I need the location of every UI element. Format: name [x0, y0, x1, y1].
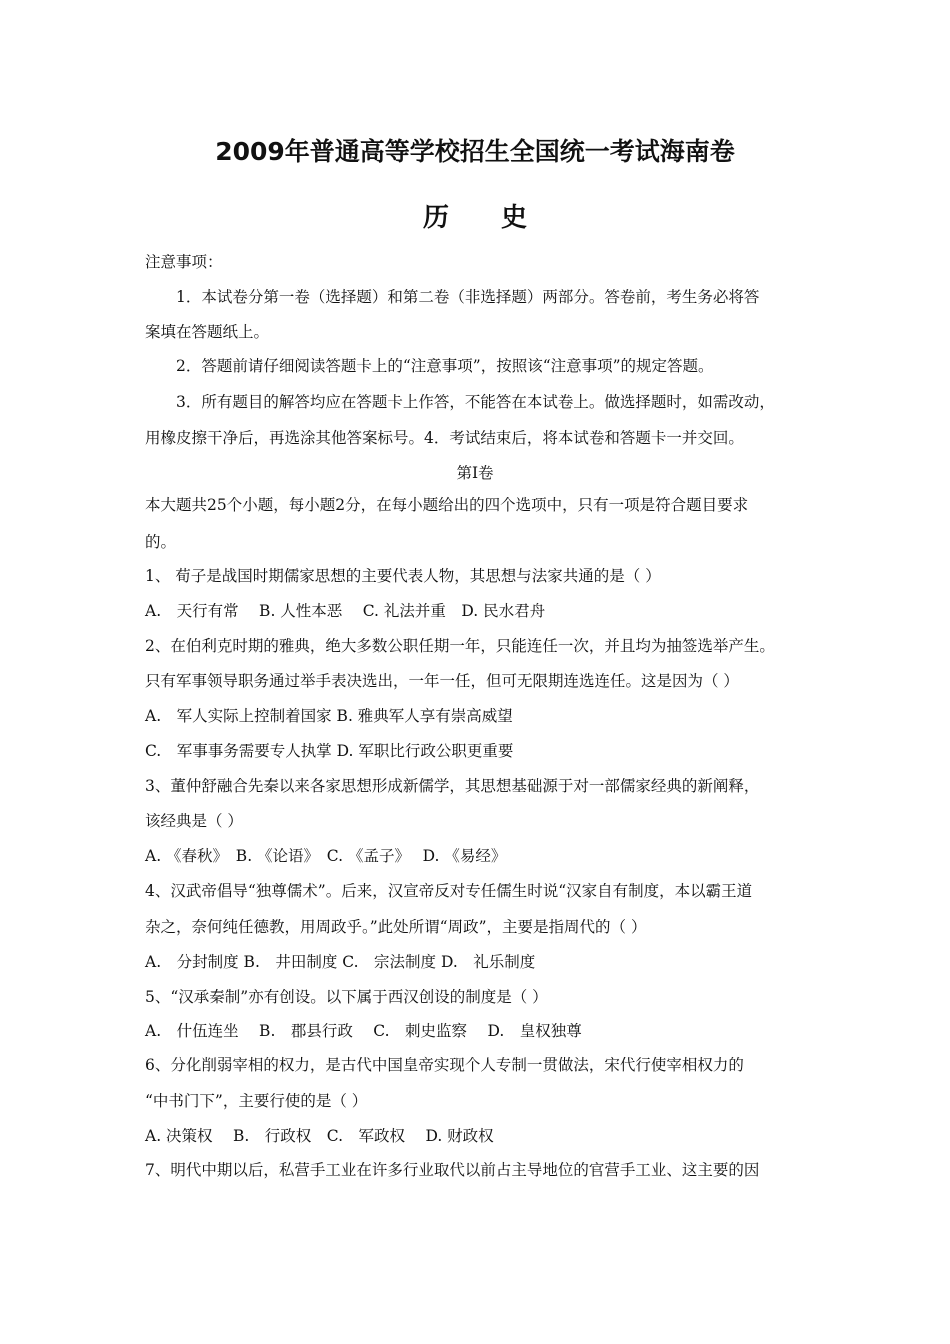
question-line: 7、明代中期以后，私营手工业在许多行业取代以前占主导地位的官营手工业、这主要的因	[145, 1161, 760, 1179]
question-line: 只有军事领导职务通过举手表决选出，一年一任，但可无限期连选连任。这是因为（ ）	[145, 672, 739, 690]
option-line: A. 决策权 B. 行政权 C. 军政权 D. 财政权	[145, 1127, 494, 1145]
notice-line: 案填在答题纸上。	[145, 323, 270, 341]
option-line: C. 军事事务需要专人执掌 D. 军职比行政公职更重要	[145, 742, 514, 760]
question-line: 5、“汉承秦制”亦有创设。以下属于西汉创设的制度是（ ）	[145, 988, 548, 1006]
question-line: 4、汉武帝倡导“独尊儒术”。后来，汉宣帝反对专任儒生时说“汉家自有制度，本以霸王道	[145, 882, 753, 900]
notice-line: 1．本试卷分第一卷（选择题）和第二卷（非选择题）两部分。答卷前，考生务必将答	[176, 288, 760, 306]
notice-line: 2．答题前请仔细阅读答题卡上的“注意事项”，按照该“注意事项”的规定答题。	[176, 357, 714, 375]
section-intro: 的。	[145, 533, 177, 551]
subject-char-1: 历	[422, 203, 449, 233]
option-line: A. 什伍连坐 B. 郡县行政 C. 刺史监察 D. 皇权独尊	[145, 1022, 582, 1040]
question-line: 1、 荀子是战国时期儒家思想的主要代表人物，其思想与法家共通的是（ ）	[145, 567, 661, 585]
question-line: “中书门下”，主要行使的是（ ）	[145, 1092, 368, 1110]
option-line: A. 军人实际上控制着国家 B. 雅典军人享有崇高威望	[145, 707, 513, 725]
option-line: A. 分封制度 B. 井田制度 C. 宗法制度 D. 礼乐制度	[145, 953, 536, 971]
subject-char-2: 史	[501, 203, 528, 233]
notice-line: 3．所有题目的解答均应在答题卡上作答，不能答在本试卷上。做选择题时，如需改动，	[176, 393, 775, 411]
question-line: 2、在伯利克时期的雅典，绝大多数公职任期一年，只能连任一次，并且均为抽签选举产生。	[145, 637, 775, 655]
section-label: 第Ⅰ卷	[456, 464, 494, 482]
option-line: A. 《春秋》 B. 《论语》 C. 《孟子》 D. 《易经》	[145, 847, 507, 865]
question-line: 该经典是（ ）	[145, 812, 243, 830]
subject-title	[0, 197, 950, 234]
question-line: 杂之，奈何纯任德教，用周政乎。”此处所谓“周政”，主要是指周代的（ ）	[145, 918, 647, 936]
exam-title: 2009年普通高等学校招生全国统一考试海南卷	[215, 137, 735, 166]
section-intro: 本大题共25个小题，每小题2分，在每小题给出的四个选项中，只有一项是符合题目要求	[145, 496, 749, 514]
notice-line: 用橡皮擦干净后，再选涂其他答案标号。4．考试结束后，将本试卷和答题卡一并交回。	[145, 429, 744, 447]
option-line: A. 天行有常 B. 人性本恶 C. 礼法并重 D. 民水君舟	[145, 602, 546, 620]
question-line: 6、分化削弱宰相的权力，是古代中国皇帝实现个人专制一贯做法，宋代行使宰相权力的	[145, 1056, 744, 1074]
notice-heading: 注意事项：	[145, 253, 223, 271]
question-line: 3、董仲舒融合先秦以来各家思想形成新儒学，其思想基础源于对一部儒家经典的新阐释，	[145, 777, 760, 795]
